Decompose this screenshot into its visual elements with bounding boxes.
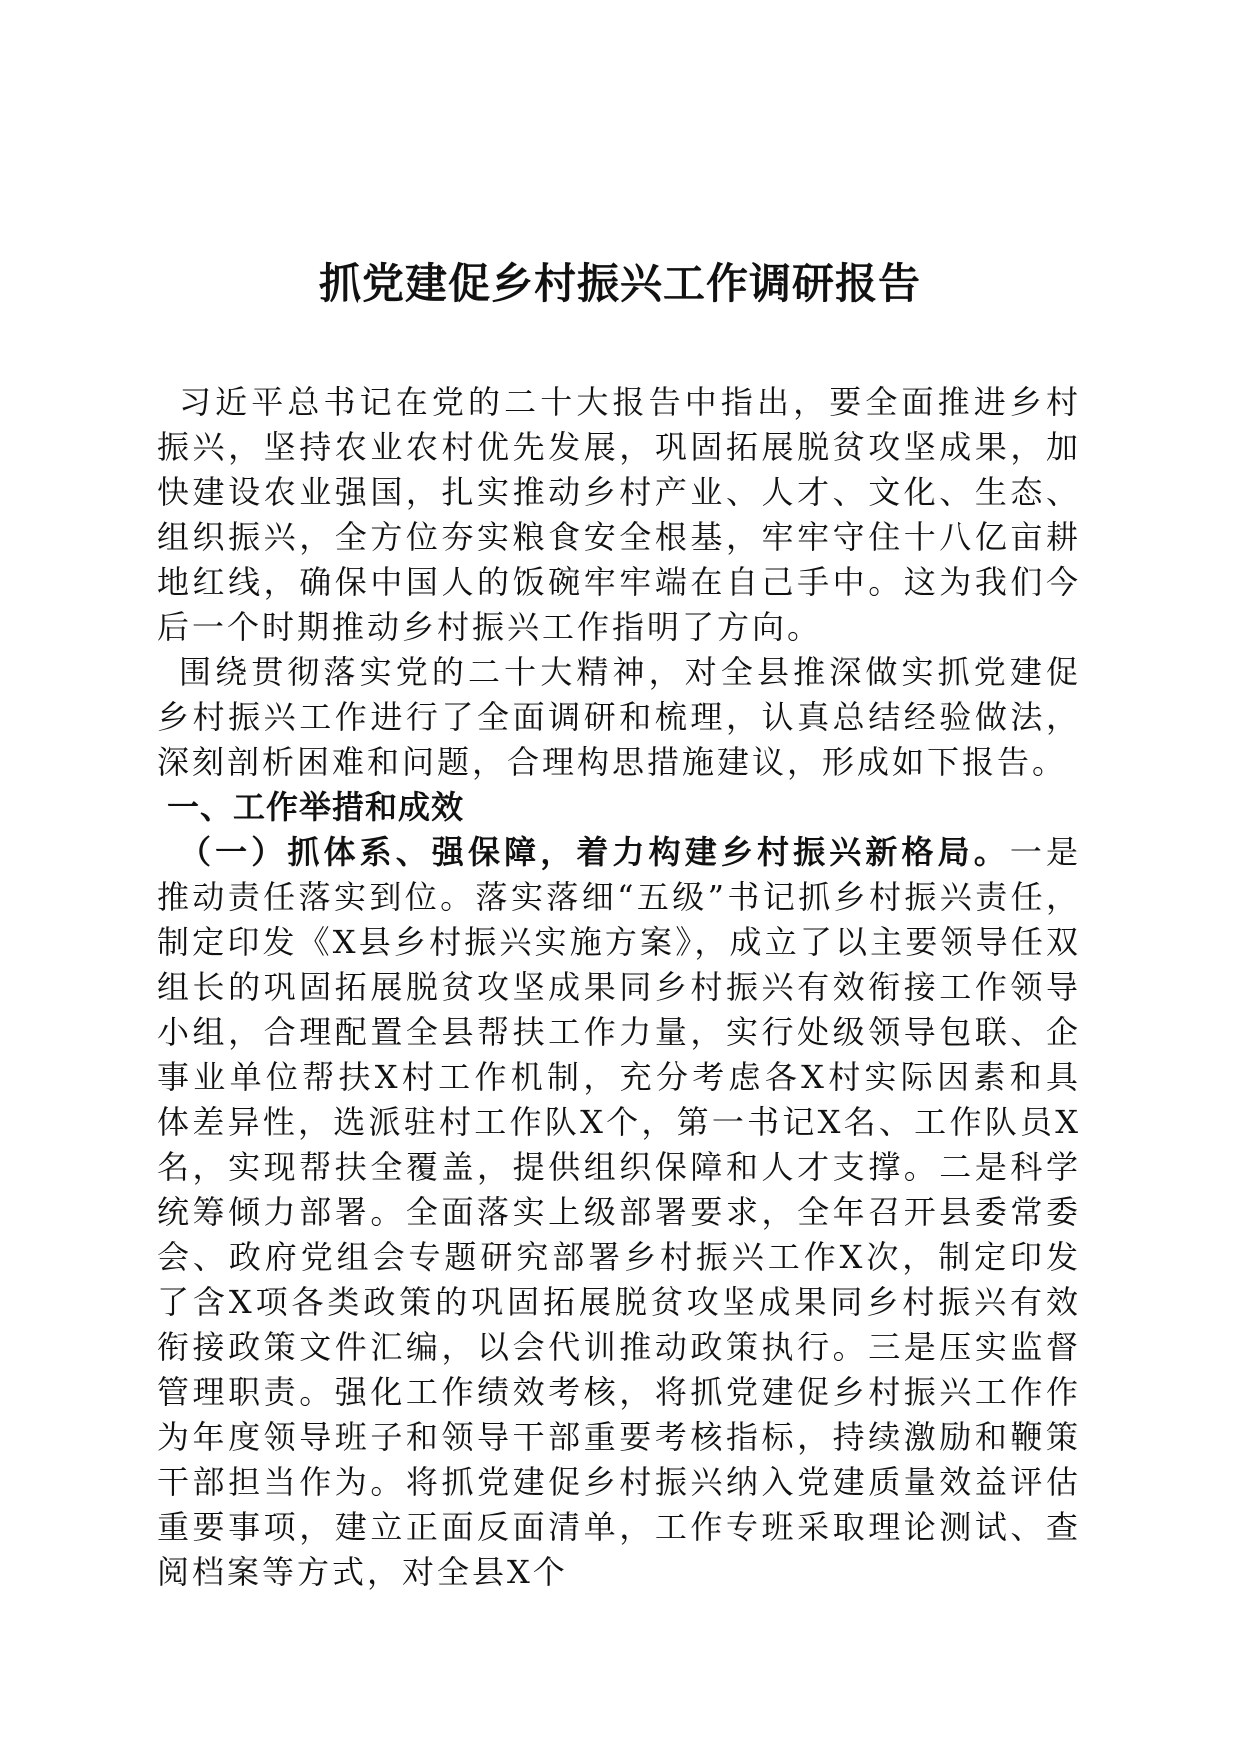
subsection-body-text: 一是推动责任落实到位。落实落细“五级”书记抓乡村振兴责任，制定印发《X县乡村振兴实施方案》，成立了以主要领导任双组长的巩固拓展脱贫攻坚成果同乡村振兴有效衔接工作领导小组，合理配置全县帮扶工作力量，实行处级领导包联、企事业单位帮扶X村工作机制，充分考虑各X村实际因素和具体差异性，选派驻村工作队X个，第一书记X名、工作队员X名，实现帮扶全覆盖，提供组织保障和人才支撑。二是科学统筹倾力部署。全面落实上级部署要求，全年召开县委常委会、政府党组会专题研究部署乡村振兴工作X次，制定印发了含X项各类政策的巩固拓展脱贫攻坚成果同乡村振兴有效衔接政策文件汇编，以会代训推动政策执行。三是压实监督管理职责。强化工作绩效考核，将抓党建促乡村振兴工作作为年度领导班子和领导干部重要考核指标，持续激励和鞭策干部担当作为。将抓党建促乡村振兴纳入党建质量效益评估重要事项，建立正面反面清单，工作专班采取理论测试、查阅档案等方式，对全县X个 xyxy=(157,833,1081,1591)
intro-paragraph: 习近平总书记在党的二十大报告中指出，要全面推进乡村振兴，坚持农业农村优先发展，巩固拓展脱贫攻坚成果，加快建设农业强国，扎实推动乡村产业、人才、文化、生态、组织振兴，全方位夯实粮食安全根基，牢牢守住十八亿亩耕地红线，确保中国人的饭碗牢牢端在自己手中。这为我们今后一个时期推动乡村振兴工作指明了方向。 xyxy=(157,383,1081,646)
document-body xyxy=(157,380,1081,1595)
section-heading-measures: 一、工作举措和成效 xyxy=(167,788,465,826)
subsection-paragraph-system xyxy=(157,830,1081,1595)
document-title: 抓党建促乡村振兴工作调研报告 xyxy=(318,259,921,308)
purpose-paragraph: 围绕贯彻落实党的二十大精神，对全县推深做实抓党建促乡村振兴工作进行了全面调研和梳理，认真总结经验做法，深刻剖析困难和问题，合理构思措施建议，形成如下报告。 xyxy=(157,653,1081,781)
subsection-lead-text: （一）抓体系、强保障，着力构建乡村振兴新格局。 xyxy=(179,833,1010,871)
